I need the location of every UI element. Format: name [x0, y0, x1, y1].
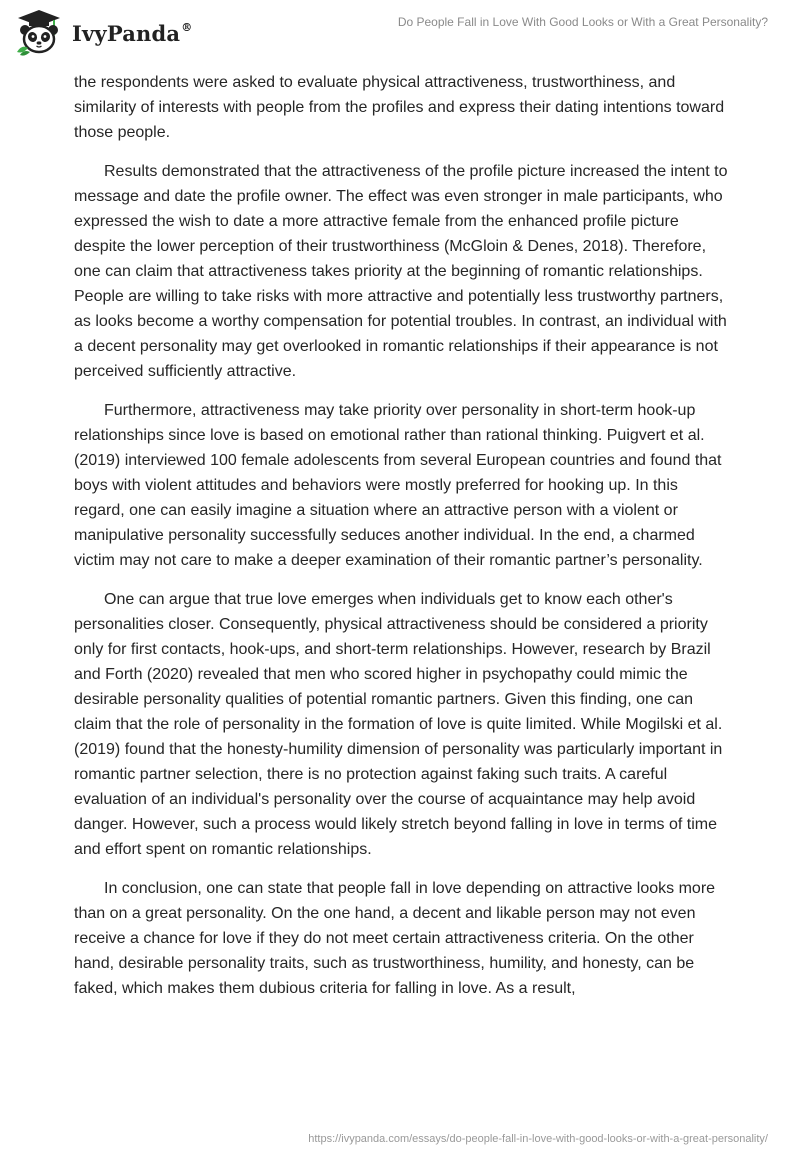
brand-name: IvyPanda®	[72, 20, 193, 46]
ivypanda-logo[interactable]	[14, 8, 192, 56]
paragraph: Results demonstrated that the attractiveness of the profile picture increased the intent to message and date the profile owner. The effect was even stronger in male participants, who expressed the wish to date a more attractive female from the enhanced profile picture despite the lower perception of their trustworthiness (McGloin & Denes, 2018). Therefore, one can claim that attractiveness takes priority at the beginning of romantic relationships. People are willing to take risks with more attractive and potentially less trustworthy partners, as looks become a worthy compensation for potential troubles. In contrast, an individual with a decent personality may get overlooked in romantic relationships if their appearance is not perceived sufficiently attractive.	[74, 163, 728, 380]
paragraph: Furthermore, attractiveness may take priority over personality in short-term hook-up relationships since love is based on emotional rather than rational thinking. Puigvert et al. (2019) interviewed 100 female adolescents from several European countries and found that boys with violent attitudes and behaviors were mostly preferred for hooking up. In this regard, one can easily imagine a situation where an attractive person with a violent or manipulative personality successfully seduces another individual. In the end, a charmed victim may not care to make a deeper examination of their romantic partner’s personality.	[74, 402, 722, 569]
essay-body	[74, 70, 728, 1015]
panda-graduate-icon	[14, 8, 64, 56]
document-title: Do People Fall in Love With Good Looks or With a Great Personality?	[397, 15, 768, 29]
paragraph: In conclusion, one can state that people fall in love depending on attractive looks more than on a great personality. On the one hand, a decent and likable person may not even receive a chance for love if they do not meet certain attractiveness criteria. On the other hand, desirable personality traits, such as trustworthiness, humility, and honesty, can be faked, which makes them dubious criteria for falling in love. As a result,	[74, 880, 716, 997]
paragraph: the respondents were asked to evaluate physical attractiveness, trustworthiness, and similarity of interests with people from the profiles and express their dating intentions toward those people.	[74, 74, 725, 141]
source-url[interactable]: https://ivypanda.com/essays/do-people-fall-in-love-with-good-looks-or-with-a-great-personality/	[308, 1133, 768, 1145]
paragraph: One can argue that true love emerges when individuals get to know each other's personalities closer. Consequently, physical attractiveness should be considered a priority only for first contacts, hook-ups, and short-term relationships. However, research by Brazil and Forth (2020) revealed that men who scored higher in psychopathy could mimic the desirable personality qualities of potential romantic partners. Given this finding, one can claim that the role of personality in the formation of love is quite limited. While Mogilski et al. (2019) found that the honesty-humility dimension of personality was particularly important in romantic partner selection, there is no protection against faking such traits. A careful evaluation of an individual's personality over the course of acquaintance may help avoid danger. However, such a process would likely stretch beyond falling in love in terms of time and effort spent on romantic relationships.	[74, 591, 723, 858]
page-header	[0, 0, 800, 70]
